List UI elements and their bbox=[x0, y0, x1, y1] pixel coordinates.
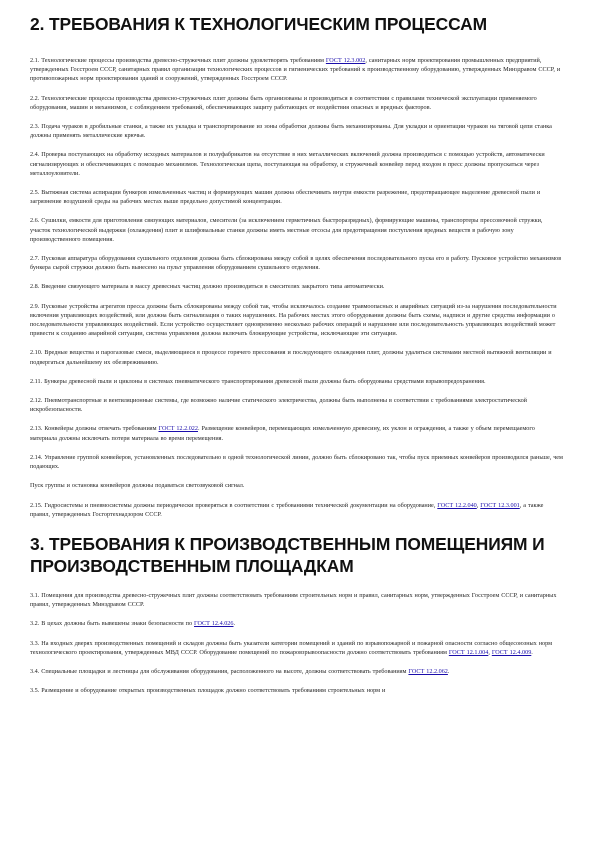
document-content bbox=[30, 14, 563, 705]
paragraph-text: . bbox=[531, 648, 533, 656]
paragraph bbox=[30, 686, 563, 695]
paragraph bbox=[30, 94, 563, 112]
standard-link[interactable]: ГОСТ 12.2.022 bbox=[158, 425, 198, 433]
paragraph-text: Пуск группы и остановка конвейеров должны подаваться светозвуковой сигнал. bbox=[30, 482, 245, 490]
paragraph-text: , санитарных норм проектирования промышленных предприятий, утвержденных Госстроем СССР, санитарных правил организации технологических процессов и гигиенических требований к производственному оборудованию, утвержденных Минздравом СССР, и противопожарных норм проектирования зданий и сооружений, утвержденных Госстроем СССР. bbox=[30, 57, 561, 83]
paragraph bbox=[30, 591, 563, 609]
standard-link[interactable]: ГОСТ 12.3.002 bbox=[325, 57, 366, 64]
paragraph-text: 2.14. Управление группой конвейеров, установленных последовательно в одной технологической линии, должно быть сблокировано так, чтобы пуск приемных конвейеров производился раньше, чем подающих. bbox=[30, 453, 563, 471]
section-2-body bbox=[30, 56, 563, 519]
paragraph-text: 3.1. Помещения для производства древесно-стружечных плит должны соответствовать требованиям строительных норм и правил, санитарных норм, утвержденных Госстроем СССР, и санитарных правил, утвержденных Минздравом СССР. bbox=[30, 591, 557, 609]
paragraph bbox=[30, 667, 563, 676]
paragraph-text: 2.5. Вытяжная система аспирации бункеров измельченных частиц и формирующих машин должна обеспечивать внутри емкости разрежение, предотвращающее выделение древесной пыли и загрязнение воздушной среды на рабочих местах выше предельно допустимой концентрации. bbox=[30, 189, 541, 206]
link-separator: , bbox=[488, 648, 492, 656]
paragraph-text: . bbox=[447, 667, 450, 675]
standard-link[interactable]: ГОСТ 12.3.001 bbox=[480, 501, 520, 509]
paragraph-text: 2.2. Технологические процессы производства древесно-стружечных плит должны быть организованы и производиться в соответствии с правилами технической эксплуатации применяемого оборудования, машин и механизмов, с соблюдением требований, обеспечивающих защиту работающих от воздействия опасных и вредных факторов. bbox=[30, 94, 537, 111]
paragraph bbox=[30, 396, 563, 414]
paragraph-text: . Размещение конвейеров, перемещающих измельченную древесину, их уклон и ограждения, а также у объем перемещаемого материала должны исключать потери материала во время перемещения. bbox=[30, 425, 535, 442]
paragraph-text: 2.9. Пусковые устройства агрегатов пресса должны быть сблокированы между собой так, чтобы исключалось создание травмоопасных и аварийных ситуаций из-за нарушения последовательности включения управляющих воздействий, или должна быть сигнализация о таких нарушениях. На рабочих местах этого оборудования должны быть схемы, надписи и другие средства информации о последовательности управляющих воздействий. Если устройство осуществляет одновременно несколько рабочих операций и нарушение или последовательность управляющих воздействий может привести к созданию аварийной ситуации, система управления должна включать блокирующие устройства, исключающие эти ситуации. bbox=[30, 302, 557, 338]
paragraph-text: 2.6. Сушилки, емкости для приготовления связующих материалов, смесители (за исключением герметичных быстроразрядных), формирующие машины, транспортеры прессовочной стружки, участок технологической выдержки (охлаждения) плит и шлифовальные станки должны иметь местные отсосы для предотвращения поступления вредных веществ в рабочую зону производственного помещения. bbox=[30, 217, 543, 243]
standard-link[interactable]: ГОСТ 12.2.062 bbox=[408, 667, 448, 675]
standard-link[interactable]: ГОСТ 12.4.009 bbox=[491, 648, 532, 656]
paragraph-text: , а также правил, утвержденных Госгортехнадзором СССР. bbox=[30, 501, 544, 518]
paragraph-text: 3.2. В цехах должны быть вывешены знаки безопасности по bbox=[30, 620, 195, 628]
paragraph bbox=[30, 56, 563, 84]
section-3-body bbox=[30, 591, 563, 695]
standard-link[interactable]: ГОСТ 12.4.026 bbox=[194, 620, 234, 628]
paragraph-text: 2.13. Конвейеры должны отвечать требованиям bbox=[30, 425, 159, 433]
paragraph bbox=[30, 254, 563, 272]
paragraph-text: 2.10. Вредные вещества и парогазовые смеси, выделяющиеся в процессе горячего прессования и последующего охлаждения плит, должны удаляться системами местной вытяжной вентиляции и подвергаться дальнейшему их обезвреживанию. bbox=[30, 349, 552, 366]
link-separator: , bbox=[476, 501, 481, 509]
paragraph-text: . bbox=[233, 620, 236, 628]
paragraph bbox=[30, 424, 563, 442]
paragraph-text: 2.11. Бункеры древесной пыли и циклоны в системах пневматического транспортирования древесной пыли должны быть оборудованы средствами взрывопредохранения. bbox=[30, 377, 486, 385]
paragraph-text: 3.5. Размещение и оборудование открытых производственных площадок должно соответствовать требованиям строительных норм и bbox=[30, 687, 386, 695]
paragraph bbox=[30, 216, 563, 244]
section-2-heading: 2. ТРЕБОВАНИЯ К ТЕХНОЛОГИЧЕСКИМ ПРОЦЕССАМ bbox=[30, 14, 487, 34]
paragraph bbox=[30, 619, 563, 628]
paragraph bbox=[30, 348, 563, 366]
paragraph bbox=[30, 150, 563, 178]
standard-link[interactable]: ГОСТ 12.2.040 bbox=[437, 501, 477, 509]
paragraph-text: 2.12. Пневмотранспортные и вентиляционные системы, где возможно наличие статического электричества, должны быть выполнены в соответствии с требованиями электростатической искробезопасности. bbox=[30, 397, 527, 414]
paragraph-text: 3.3. На входных дверях производственных помещений и складов должны быть указатели категории помещений и зданий по взрывопожарной и пожарной опасности согласно общесоюзных норм технологического проектирования, утвержденных МВД СССР. Оборудование помещений по пожаровзрывоопасности должно соответствовать требованиям bbox=[30, 639, 553, 656]
paragraph-text: 2.8. Введение связующего материала в массу древесных частиц должно производиться в смесителях закрытого типа автоматически. bbox=[30, 283, 385, 291]
paragraph bbox=[30, 501, 563, 519]
paragraph-text: 2.4. Проверка поступающих на обработку исходных материалов и полуфабрикатов на отсутствие в них металлических включений должна производиться с помощью устройств, автоматически сигнализирующих и обеспечивающих с помощью механизмов. Технологическая щепа, поступающая на обработку, и стружечный конвейер перед входом в пресс должны пропускаться через металлоуловители. bbox=[30, 151, 545, 177]
paragraph bbox=[30, 188, 563, 206]
standard-link[interactable]: ГОСТ 12.1.004 bbox=[448, 648, 489, 656]
paragraph-text: 3.4. Специальные площадки и лестницы для обслуживания оборудования, расположенного на высоте, должны соответствовать требованиям bbox=[30, 667, 409, 675]
paragraph bbox=[30, 122, 563, 140]
paragraph-text: 2.3. Подача чураков в дробильные станки, а также их укладка и транспортирование из зоны обработки должны быть механизированы. Для укладки и ориентации чураков на тяговой цепи станка должны применять металлические крючья. bbox=[30, 123, 552, 140]
paragraph-text: 2.1. Технологические процессы производства древесно-стружечных плит должны удовлетворять требованиям bbox=[30, 57, 326, 64]
paragraph-text: 2.15. Гидросистемы и пневмосистемы должны периодически проверяться в соответствии с требованиями технической документации на оборудование, bbox=[30, 501, 438, 509]
paragraph bbox=[30, 481, 563, 490]
paragraph bbox=[30, 302, 563, 339]
paragraph bbox=[30, 377, 563, 386]
paragraph bbox=[30, 639, 563, 657]
paragraph bbox=[30, 282, 563, 291]
paragraph bbox=[30, 453, 563, 471]
section-3-heading: 3. ТРЕБОВАНИЯ К ПРОИЗВОДСТВЕННЫМ ПОМЕЩЕНИЯМ И ПРОИЗВОДСТВЕННЫМ ПЛОЩАДКАМ bbox=[30, 533, 545, 576]
paragraph-text: 2.7. Пусковая аппаратура оборудования сушильного отделения должна быть сблокирована между собой в целях обеспечения последовательного пуска его в работу. Пусковое устройство механизмов бункера сырой стружки должно быть вынесено на пульт управления оборудованием сушильного отделения. bbox=[30, 255, 562, 272]
